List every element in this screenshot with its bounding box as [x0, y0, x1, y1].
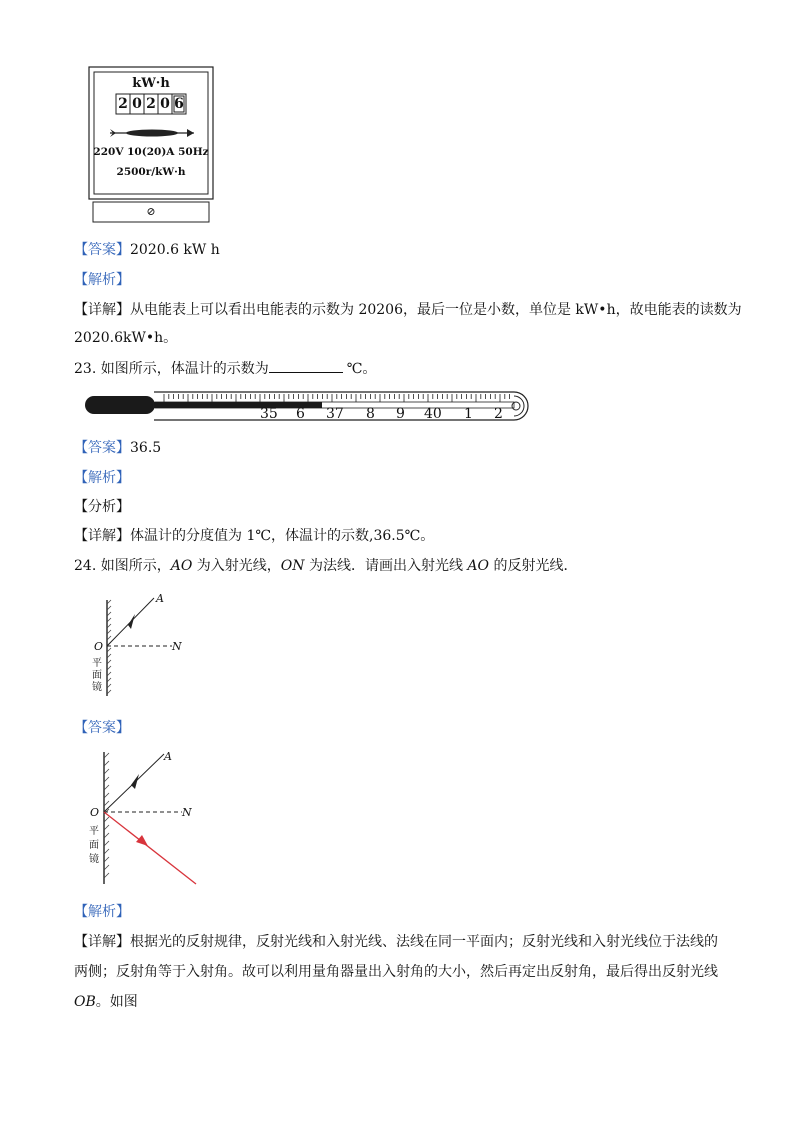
thermometer-label: 8 — [366, 406, 375, 422]
q24-detail-line-3 — [74, 992, 138, 1012]
detail-text: 两侧；反射角等于入射角。故可以利用量角器量出入射角的大小，然后再定出反射角，最后得出反射光线 — [74, 964, 718, 980]
thermometer-label: 1 — [464, 406, 473, 422]
question-unit: ℃。 — [346, 361, 377, 377]
q22-detail-line-1 — [74, 300, 742, 320]
label-n: N — [172, 640, 182, 653]
mirror-label-char: 面 — [92, 670, 102, 681]
question-text: 24. 如图所示， — [74, 558, 171, 574]
question-text: 为入射光线， — [192, 558, 281, 574]
analysis-tag: 【解析】 — [74, 470, 130, 486]
analysis2-tag: 【分析】 — [74, 499, 130, 515]
thermometer-label: 35 — [260, 406, 278, 422]
question-text: 23. 如图所示，体温计的示数为 — [74, 361, 269, 377]
electricity-meter-figure — [88, 66, 214, 224]
label-n: N — [182, 806, 192, 819]
detail-symbol: OB — [74, 994, 96, 1010]
q23-analysis-line — [74, 468, 130, 488]
meter-rev-line: 2500r/kW·h — [116, 166, 186, 178]
answer-tag: 【答案】 — [74, 242, 130, 258]
thermometer-label: 37 — [326, 406, 344, 422]
mirror-label-char: 镜 — [92, 682, 102, 693]
thermometer-label: 9 — [396, 406, 405, 422]
q23-analysis2-line — [74, 497, 130, 517]
detail-tag: 【详解】 — [74, 934, 130, 950]
mirror-label-char: 平 — [92, 658, 102, 669]
analysis-tag: 【解析】 — [74, 904, 130, 920]
meter-digit: 0 — [132, 96, 142, 112]
answer-text: 36.5 — [130, 440, 162, 456]
meter-digit-decimal: 6 — [174, 96, 184, 112]
meter-spec-line: 220V 10(20)A 50Hz — [93, 146, 209, 158]
question-text: 的反射光线． — [489, 558, 578, 574]
q22-analysis-line — [74, 270, 130, 290]
q24-answer-line — [74, 718, 130, 738]
label-o: O — [90, 806, 100, 819]
label-a: A — [156, 592, 164, 605]
question-symbol: ON — [280, 558, 305, 574]
detail-tag: 【详解】 — [74, 302, 130, 318]
meter-knob-symbol: ⊘ — [146, 205, 156, 218]
question-symbol: AO — [170, 558, 193, 574]
answer-tag: 【答案】 — [74, 440, 130, 456]
thermometer-label: 40 — [424, 406, 442, 422]
detail-text: 体温计的分度值为 1℃，体温计的示数,36.5℃。 — [130, 528, 435, 544]
thermometer-label: 2 — [494, 406, 503, 422]
label-o: O — [94, 640, 104, 653]
meter-digit: 0 — [160, 96, 170, 112]
detail-text: 。如图 — [95, 994, 138, 1010]
q23-detail-line — [74, 526, 434, 546]
analysis-tag: 【解析】 — [74, 272, 130, 288]
q24-question — [74, 556, 577, 576]
q23-question — [74, 358, 376, 379]
mirror-question-figure — [88, 592, 198, 700]
answer-blank — [269, 358, 343, 373]
mirror-label-char: 面 — [89, 840, 99, 851]
meter-digit: 2 — [146, 96, 156, 112]
label-a: A — [164, 750, 172, 763]
detail-text: 2020.6kW•h。 — [74, 330, 178, 346]
question-text: 为法线．请画出入射光线 — [304, 558, 468, 574]
q24-detail-line-2 — [74, 962, 718, 982]
detail-tag: 【详解】 — [74, 528, 130, 544]
thermometer-label: 6 — [296, 406, 305, 422]
q23-answer-line — [74, 438, 161, 458]
mirror-label-char: 平 — [89, 826, 99, 837]
meter-unit-label: kW·h — [132, 76, 170, 91]
answer-text: 2020.6 kW h — [130, 242, 220, 258]
thermometer-figure — [84, 386, 536, 426]
q24-analysis-line — [74, 902, 130, 922]
question-symbol: AO — [467, 558, 489, 574]
detail-text: 从电能表上可以看出电能表的示数为 20206，最后一位是小数，单位是 kW•h，故电能表的读数为 — [130, 302, 742, 318]
q22-answer-line — [74, 240, 220, 260]
detail-text: 根据光的反射规律，反射光线和入射光线、法线在同一平面内；反射光线和入射光线位于法线的 — [130, 934, 718, 950]
mirror-label-char: 镜 — [89, 854, 99, 865]
q22-detail-line-2 — [74, 328, 177, 348]
q24-detail-line-1 — [74, 932, 718, 952]
answer-tag: 【答案】 — [74, 720, 130, 736]
meter-digit: 2 — [118, 96, 128, 112]
mirror-answer-figure — [88, 748, 208, 888]
